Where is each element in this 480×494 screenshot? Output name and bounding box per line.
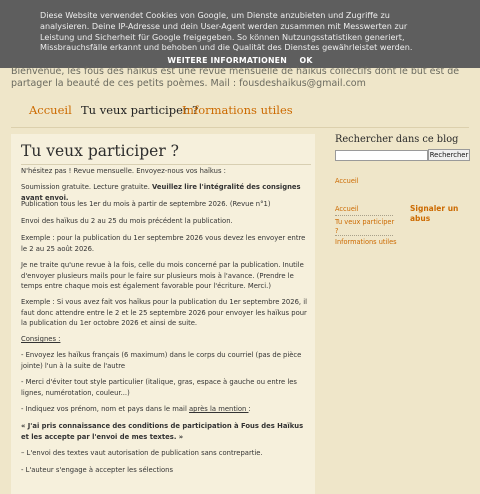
- tab-participer[interactable]: Tu veux participer ?: [81, 103, 199, 117]
- report-abuse-link[interactable]: Signaler un abus: [410, 204, 459, 223]
- text-span: :: [248, 405, 251, 413]
- bold-mention: « J'ai pris connaissance des conditions de participation à Fous des Haïkus et les accepte par l'envoi de mes textes. »: [21, 422, 304, 441]
- consigne-item: [21, 421, 309, 442]
- consignes-heading: Consignes :: [21, 335, 61, 343]
- cookie-text: Diese Website verwendet Cookies von Google, um Dienste anzubieten und Zugriffe zu analysieren. Deine IP-Adresse und dein User-Agent werden zusammen mit Messwerten zur Leistung und Sicherheit für Google freigegeben. So können Nutzungsstatistiken generiert, Missbrauchsfälle erkannt und behoben und die Qualität des Dienstes gewährleistet werden.: [40, 10, 413, 53]
- post-paragraph: Publication tous les 1er du mois à partir de septembre 2026. (Revue n°1): [21, 200, 271, 208]
- post-body: [11, 134, 315, 494]
- consigne-item: - Merci d'éviter tout style particulier (italique, gras, espace à gauche ou entre les lignes, numérotation, couleur...): [21, 378, 297, 397]
- sidebar-item-accueil[interactable]: Accueil: [335, 205, 359, 213]
- mention-link: après la mention: [189, 405, 249, 413]
- more-info-button[interactable]: WEITERE INFORMATIONEN: [167, 56, 287, 65]
- post-paragraph: Envoi des haïkus du 2 au 25 du mois précédent la publication.: [21, 217, 233, 225]
- search-heading: Rechercher dans ce blog: [335, 134, 459, 145]
- sidebar-item-informations[interactable]: Informations utiles: [335, 238, 397, 246]
- sidebar-item-participer[interactable]: Tu veux participer ?: [335, 218, 395, 235]
- ok-button[interactable]: OK: [299, 56, 313, 65]
- text-span: Soumission gratuite. Lecture gratuite.: [21, 183, 153, 191]
- home-link[interactable]: Accueil: [335, 177, 359, 185]
- post-paragraph: Exemple : Si vous avez fait vos haïkus pour la publication du 1er septembre 2026, il faut donc attendre entre le 2 et le 25 septembre 2026 pour envoyer les haïkus pour la publication du 1er octobre 2026 et ainsi de suite.: [21, 298, 307, 327]
- text-span: - Indiquez vos prénom, nom et pays dans le mail: [21, 405, 189, 413]
- search-button[interactable]: Rechercher: [429, 151, 469, 159]
- divider: [335, 215, 393, 216]
- divider: [335, 235, 393, 236]
- tab-informations[interactable]: Informations utiles: [182, 103, 293, 117]
- post-paragraph: Je ne traite qu'une revue à la fois, celle du mois concerné par la publication. Inutile d'envoyer plusieurs mails pour le faire sur plusieurs mois à l'avance. (Prendre le temps entre chaque mois est également favorable pour l'écriture. Merci.): [21, 261, 304, 290]
- bold-instruction: Veuillez lire l'intégralité des consignes avant envoi.: [21, 183, 301, 202]
- page-title: Tu veux participer ?: [21, 142, 179, 160]
- title-divider: [21, 164, 311, 165]
- search-input[interactable]: [335, 150, 428, 161]
- tab-accueil[interactable]: Accueil: [29, 103, 72, 117]
- consigne-item: - Envoyez les haïkus français (6 maximum) dans le corps du courriel (pas de pièce jointe) l'un à la suite de l'autre: [21, 351, 302, 370]
- blog-description: Bienvenue, les fous des haïkus est une revue mensuelle de haïkus collectifs dont le but est de partager la beauté de ces petits poèmes. Mail : fousdeshaikus@gmail.com: [11, 66, 460, 89]
- consigne-item: [21, 404, 309, 415]
- consigne-item: - L'auteur s'engage à accepter les sélections: [21, 466, 174, 474]
- cookie-banner: [0, 0, 480, 68]
- post-paragraph: N'hésitez pas ! Revue mensuelle. Envoyez-nous vos haïkus :: [21, 167, 226, 175]
- tabs-divider: [11, 127, 469, 128]
- post-paragraph: Exemple : pour la publication du 1er septembre 2026 vous devez les envoyer entre le 2 au 25 août 2026.: [21, 234, 306, 253]
- consigne-item: – L'envoi des textes vaut autorisation de publication sans contrepartie.: [21, 449, 263, 457]
